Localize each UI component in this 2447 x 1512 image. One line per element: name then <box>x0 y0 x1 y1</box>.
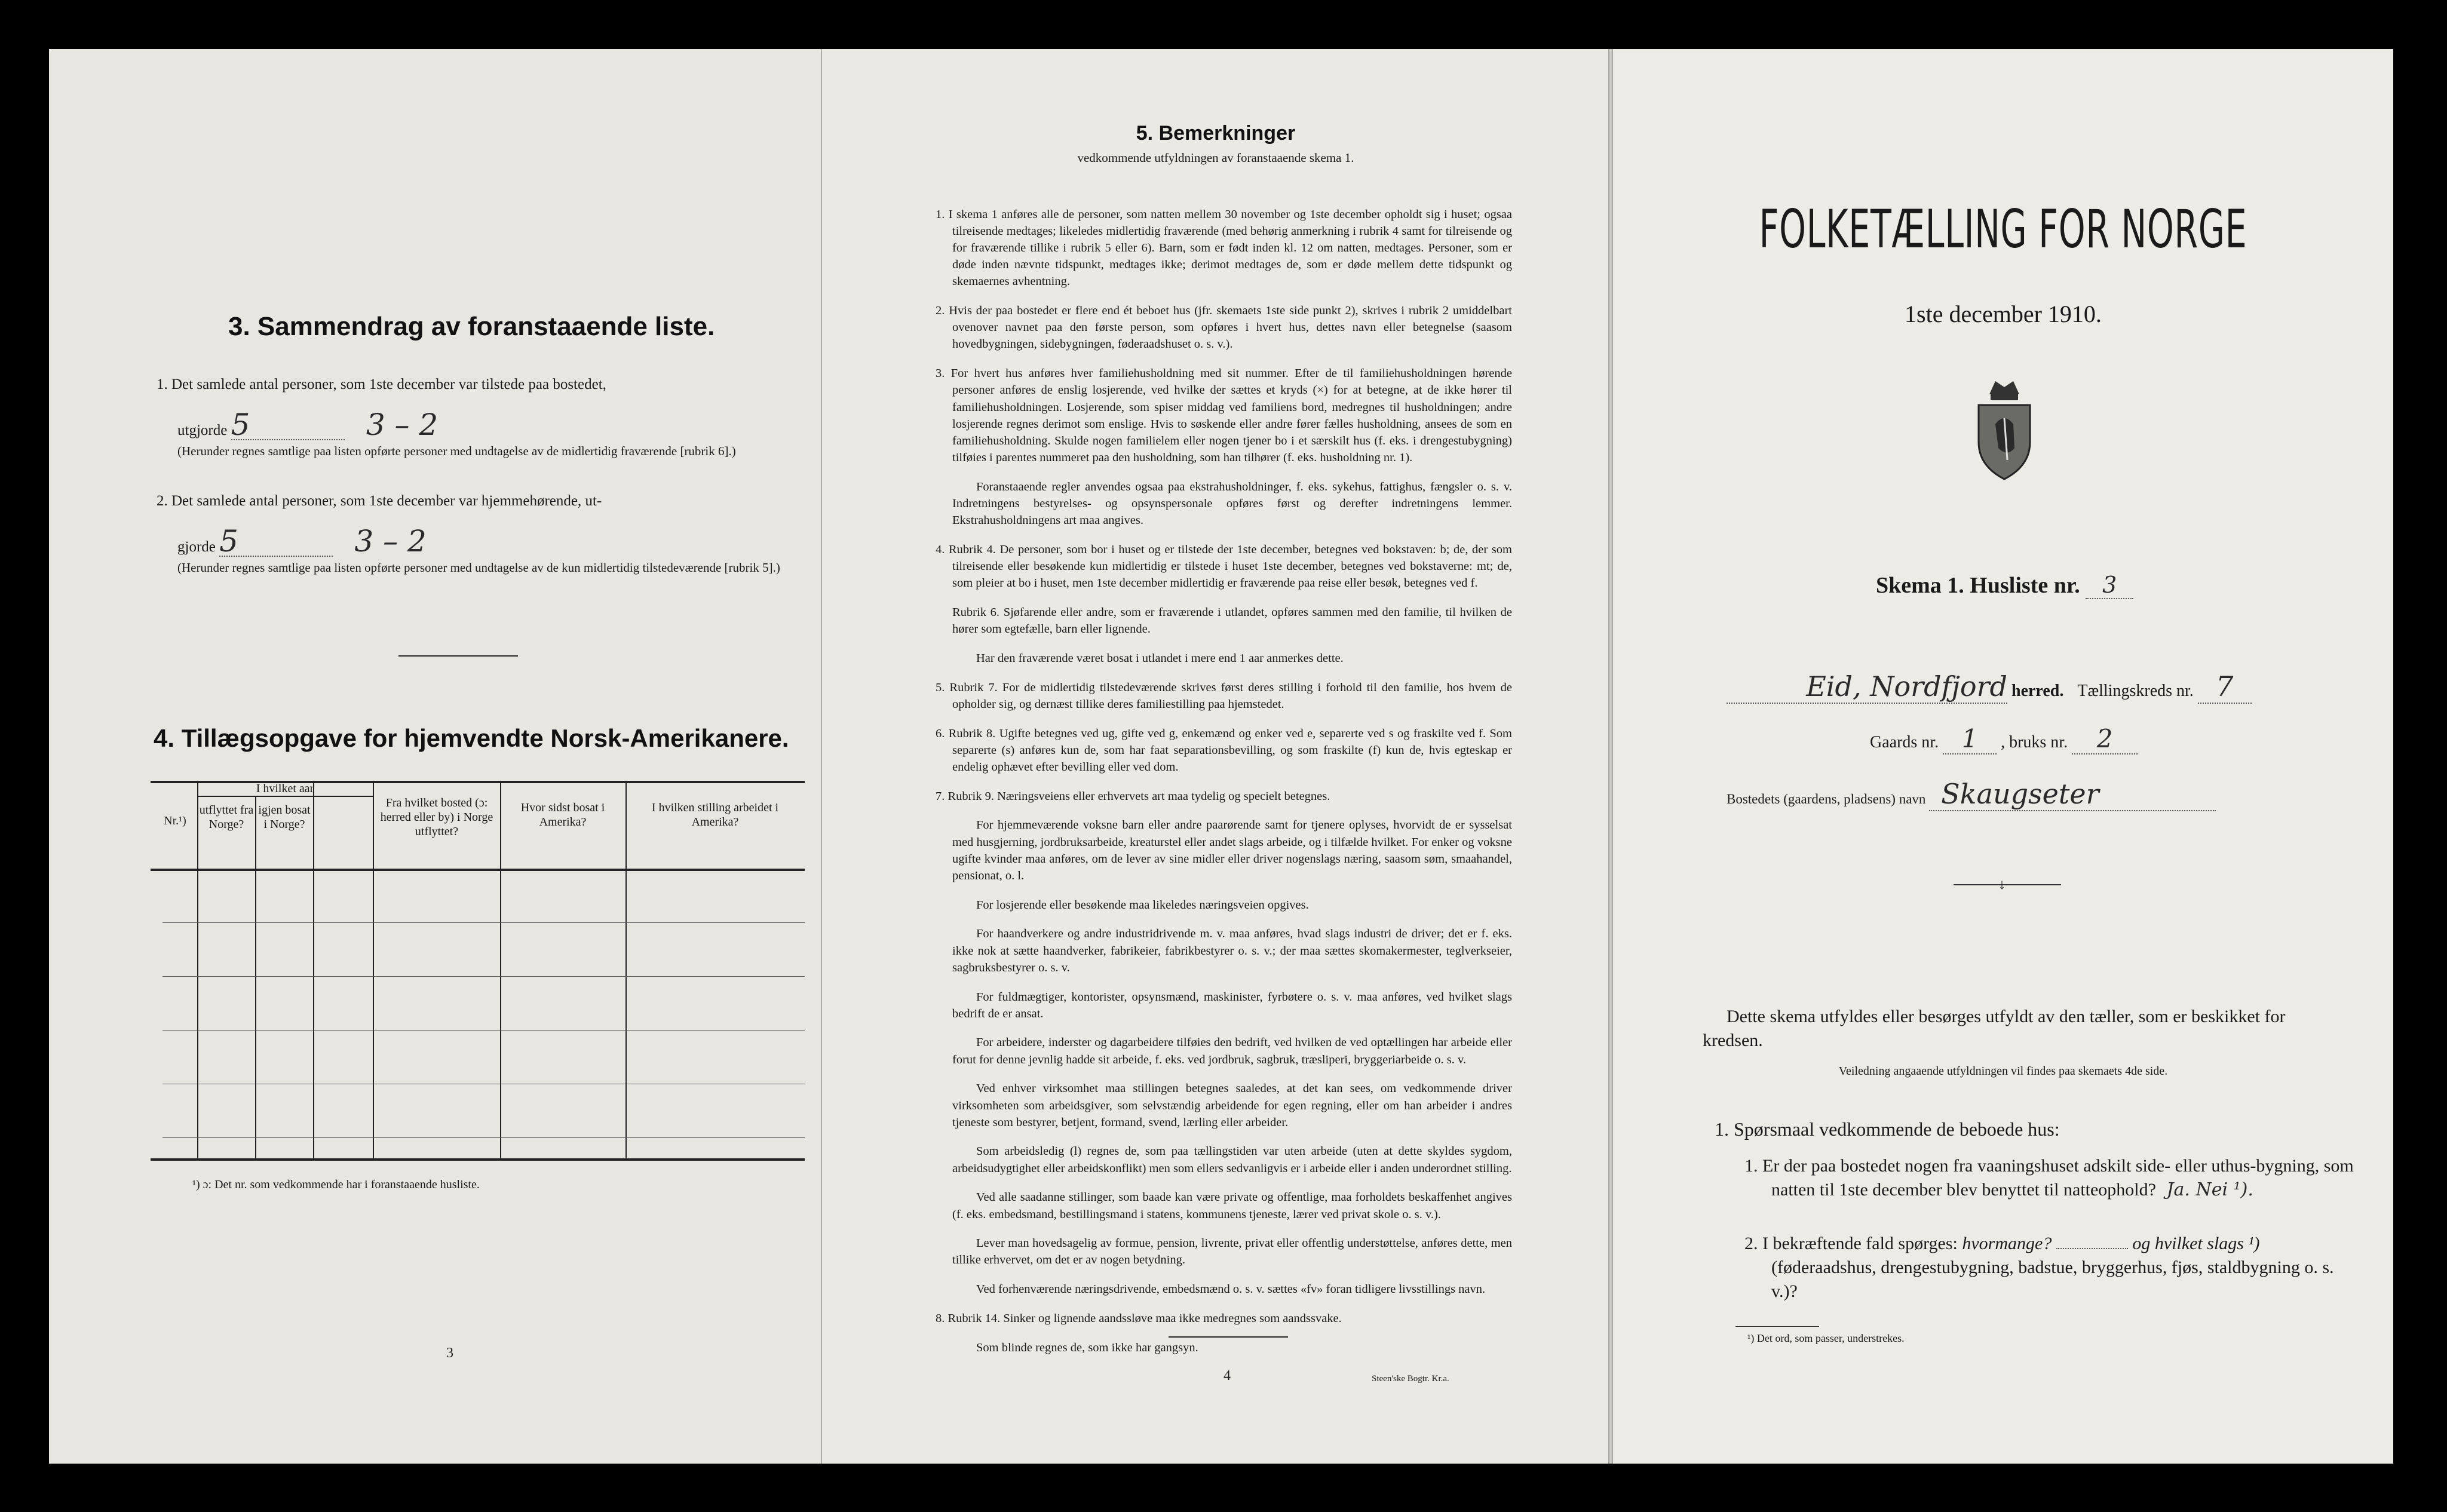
census-date: 1ste december 1910. <box>1905 300 2102 327</box>
left-page <box>49 49 823 1464</box>
note-7c: For losjerende eller besøkende maa likeledes næringsveien opgives. <box>976 898 1309 912</box>
item1-value: 5 <box>231 410 345 440</box>
herred-value: Eid, Nordfjord <box>1727 670 2007 704</box>
question-2-examples: (føderaadshus, drengestubygning, badstue, bryggerhus, fjøs, staldbygning o. s. v.)? <box>1771 1258 2334 1301</box>
page-number: 3 <box>446 1345 453 1361</box>
note-3b: Foranstaaende regler anvendes ogsaa paa ekstrahusholdninger, f. eks. sykehus, fattighus, fængsler o. s. v. Indretningens bestyrelses- og opsynspersonale opføres først og derefter indretningens lemmer. Ekstrahusholdningens art maa angives. <box>952 480 1512 527</box>
gaards-value: 1 <box>1943 724 1997 755</box>
kreds-value: 7 <box>2198 670 2252 704</box>
note-2: 2. Hvis der paa bostedet er flere end ét beboet hus (jfr. skemaets 1ste side punkt 2), skrives i rubrik 2 umiddelbart ovenover navnet paa den første person, som opføres i hvert hus, dettes navn eller betegnelse (saasom hovedbygningen, sidebygningen, føderaadshuset o. s. v.). <box>936 304 1512 351</box>
bosted-line <box>1727 778 2216 811</box>
intro-text: Dette skema utfyldes eller besørges utfyldt av den tæller, som er beskikket for kredsen. <box>1703 1007 2286 1050</box>
questions-heading: 1. Spørsmaal vedkommende de beboede hus: <box>1715 1118 2060 1140</box>
col-nr: Nr.¹) <box>164 814 186 827</box>
table-row <box>162 976 805 977</box>
col-position: I hvilken stilling arbeidet i Amerika? <box>651 801 779 829</box>
page-fold <box>1608 49 1613 1464</box>
note-7: 7. Rubrik 9. Næringsveiens eller erhvervets art maa tydelig og specielt betegnes. <box>936 789 1330 803</box>
coat-of-arms-icon <box>1971 376 2037 481</box>
divider <box>1169 1336 1288 1338</box>
guidance-text: Veiledning angaaende utfyldningen vil findes paa skemaets 4de side. <box>1838 1065 2168 1078</box>
table-footnote: ¹) ɔ: Det nr. som vedkommende har i foranstaaende husliste. <box>192 1178 480 1191</box>
question-1-text: 1. Er der paa bostedet nogen fra vaaningshuset adskilt side- eller uthus-bygning, som natten til 1ste december blev benyttet til natteophold? <box>1744 1156 2354 1200</box>
question-2 <box>1744 1232 2363 1304</box>
note-4: 4. Rubrik 4. De personer, som bor i huset og er tilstede der 1ste december, betegnes ved bokstaven: b; de, der som tilreisende eller besøkende kun midlertidig er tilstede i huset 1ste december, betegnes ved bokstaverne: mt; de, som pleier at bo i huset, men 1ste december midlertidig er fraværende paa reise eller besøk, betegnes ved f. <box>936 542 1512 590</box>
page-number: 4 <box>1224 1368 1231 1384</box>
question-1-answer: Ja. Nei ¹). <box>2166 1179 2253 1200</box>
item2-prefix: gjorde <box>177 539 216 555</box>
note-7b: For hjemmeværende voksne barn eller andre paarørende samt for tjenere oplyses, hvorvidt de er sysselsat med husgjerning, jordbruksarbeide, kreaturstel eller andet slags arbeide, og i tilfælde hvilket. For enker og voksne ugifte kvinder maa anføres, om de lever av sine midler eller driver nogenslags næring, saasom søm, smaahandel, pensionat, o. l. <box>952 818 1512 882</box>
item2-value: 5 <box>219 527 333 557</box>
census-title: FOLKETÆLLING FOR NORGE <box>1759 198 2247 260</box>
item2-note: (Herunder regnes samtlige paa listen opførte personer med undtagelse av de kun midlertidig tilstedeværende [rubrik 5].) <box>177 560 780 575</box>
divider <box>398 655 518 657</box>
middle-page <box>822 49 1609 1464</box>
ornament-divider <box>1954 884 2061 885</box>
right-footnote: ¹) Det ord, som passer, understrekes. <box>1747 1332 1905 1344</box>
husliste-nr: 3 <box>2086 572 2133 599</box>
col-returned: igjen bosat i Norge? <box>258 803 311 831</box>
remarks-title: 5. Bemerkninger <box>1136 122 1296 145</box>
col-emigrated: utflyttet fra Norge? <box>199 803 254 831</box>
section4-title: 4. Tillægsopgave for hjemvendte Norsk-Amerikanere. <box>154 724 789 752</box>
question-2-text: 2. I bekræftende fald spørges: <box>1744 1234 1958 1253</box>
table-row <box>162 1137 805 1138</box>
gaards-line <box>1870 724 2138 755</box>
note-7e: For fuldmægtiger, kontorister, opsynsmænd, maskinister, fyrbøtere o. s. v. maa anføres, ved hvilket slags bedrift de er ansat. <box>952 990 1512 1020</box>
section3-title: 3. Sammendrag av foranstaaende liste. <box>228 312 715 341</box>
note-5: 5. Rubrik 7. For de midlertidig tilstedeværende skrives først deres stilling i forhold til den familie, hos hvem de opholder sig, og dernæst tillike deres familiestilling paa hjemstedet. <box>936 680 1512 711</box>
col-where-last: Hvor sidst bosat i Amerika? <box>520 801 605 829</box>
item1-prefix: utgjorde <box>177 422 228 438</box>
note-6: 6. Rubrik 8. Ugifte betegnes ved ug, gifte ved g, enkemænd og enker ved e, separerte ved s og fraskilte ved f. Som separerte (s) anføres kun de, som har faat separationsbevilling, og som fraskilte (f) kun de, hvis egteskap er endelig ophævet efter bevilling eller ved dom. <box>936 726 1512 774</box>
herred-line <box>1727 670 2252 704</box>
table-row <box>162 1030 805 1031</box>
bosted-value: Skaugseter <box>1929 778 2216 811</box>
gaards-label: Gaards nr. <box>1870 733 1939 752</box>
col-which-year: I hvilket aar <box>256 782 314 795</box>
note-7g: Ved enhver virksomhet maa stillingen betegnes saaledes, at det kan sees, om vedkommende driver virksomheten som arbeidsgiver, som selvstændig arbeidende for egen regning, eller om han arbeider i andres tjeneste som bestyrer, betjent, formand, svend, lærling eller arbeider. <box>952 1082 1512 1129</box>
item1-count-line <box>177 407 439 442</box>
schema-label: Skema 1. Husliste nr. <box>1876 573 2080 598</box>
note-4c: Har den fraværende været bosat i utlandet i mere end 1 aar anmerkes dette. <box>976 651 1344 665</box>
kreds-label: Tællingskreds nr. <box>2077 682 2194 700</box>
herred-label: herred. <box>2011 682 2064 700</box>
item2-text: 2. Det samlede antal personer, som 1ste december var hjemmehørende, ut- <box>157 493 602 509</box>
note-4b: Rubrik 6. Sjøfarende eller andre, som er fraværende i utlandet, opføres sammen med den familie, til hvilken de hører som egtefælle, barn eller lignende. <box>952 606 1512 636</box>
bruks-label: , bruks nr. <box>2001 733 2068 752</box>
note-8: 8. Rubrik 14. Sinker og lignende aandssløve maa ikke medregnes som aandssvake. <box>936 1311 1342 1325</box>
item2-count-line <box>177 524 427 559</box>
note-3: 3. For hvert hus anføres hver familiehusholdning med sit nummer. Efter de til familiehusholdningen hørende personer anføres de enslig losjerende, ved hvilke der sættes et kryds (×) for at betegne, at de ikke hører til familiehusholdningen. Losjerende, som spiser middag ved familiens bord, medregnes til husholdningen; andre losjerende regnes derimot som enslige. Hvis to søskende eller andre fører fælles husholdning, ansees de som en familiehusholdning. Skulde nogen familielem eller nogen tjener bo i et særskilt hus (f. eks. i drengestubygning) tilføies i parentes nummeret paa den husholdning, som han tilhører (f. eks. husholdning nr. 1). <box>936 367 1512 465</box>
schema-line <box>1876 572 2133 599</box>
note-7j: Lever man hovedsagelig av formue, pension, livrente, privat eller offentlig understøttelse, anføres dette, men tillike erhvervet, om det er av nogen betydning. <box>952 1237 1512 1267</box>
remarks-subtitle: vedkommende utfyldningen av foranstaaende skema 1. <box>1077 151 1354 165</box>
item1-handwritten: 3 – 2 <box>366 407 439 442</box>
remarks-notes <box>936 194 1512 1368</box>
note-8b: Som blinde regnes de, som ikke har gangsyn. <box>976 1341 1198 1354</box>
question-2-howmany: hvormange? <box>1962 1234 2052 1253</box>
note-7i: Ved alle saadanne stillinger, som baade kan være private og offentlige, maa forholdets beskaffenhet angives (f. eks. embedsmand, bestillingsmand i statens, kommunens tjeneste, lærer ved privat skole o. s. v.). <box>952 1191 1512 1221</box>
item1-text: 1. Det samlede antal personer, som 1ste december var tilstede paa bostedet, <box>157 376 606 392</box>
printer-mark: Steen'ske Bogtr. Kr.a. <box>1372 1374 1449 1384</box>
note-7k: Ved forhenværende næringsdrivende, embedsmænd o. s. v. sættes «fv» foran tidligere livsstillings navn. <box>976 1283 1486 1296</box>
note-7h: Som arbeidsledig (l) regnes de, som paa tællingstiden var uten arbeide (uten at dette skyldes sygdom, arbeidsudygtighet eller arbeidskonflikt) men som ellers sedvanligvis er i arbeide eller i anden underordnet stilling. <box>952 1145 1512 1175</box>
table-row <box>162 922 805 923</box>
note-1: 1. I skema 1 anføres alle de personer, som natten mellem 30 november og 1ste december opholdt sig i huset; ogsaa tilreisende medtages; likeledes midlertidig fraværende (med behørig anmerkning i rubrik 4 samt for tilreisende og for fraværende tillike i rubrik 5 eller 6). Barn, som er født inden kl. 12 om natten, medtages. Personer, som er døde inden nævnte tidspunkt, medtages ikke; derimot medtages de, som er døde mellem dette tidspunkt og skemaernes avhentning. <box>936 207 1512 289</box>
bruks-value: 2 <box>2072 724 2138 755</box>
question-2-kind: og hvilket slags ¹) <box>2132 1234 2260 1253</box>
note-7d: For haandverkere og andre industridrivende m. v. maa anføres, hvad slags industri de driver; det er f. eks. ikke nok at sætte haandverker, fabrikeier, fabrikbestyrer o. s. v.; der maa sættes skomakermester, teglverkseier, sagbruksbestyrer o. s. v. <box>952 927 1512 974</box>
item1-note: (Herunder regnes samtlige paa listen opførte personer med undtagelse av de midlertidig fraværende [rubrik 6].) <box>177 444 736 458</box>
col-from-where: Fra hvilket bosted (ɔ: herred eller by) i Norge utflyttet? <box>380 796 493 838</box>
note-7f: For arbeidere, inderster og dagarbeidere tilføies den bedrift, ved hvilken de ved optællingen har arbeide eller forut for denne jevnlig hadde sit arbeide, f. eks. ved jordbruk, sagbruk, træsliperi, bryggeriarbeide o. s. v. <box>952 1036 1512 1066</box>
ornament-icon: ↓ <box>1998 877 2006 893</box>
bosted-label: Bostedets (gaardens, pladsens) navn <box>1727 792 1926 806</box>
right-page <box>1613 49 2393 1464</box>
question-1 <box>1744 1154 2363 1202</box>
item2-handwritten: 3 – 2 <box>354 524 427 559</box>
